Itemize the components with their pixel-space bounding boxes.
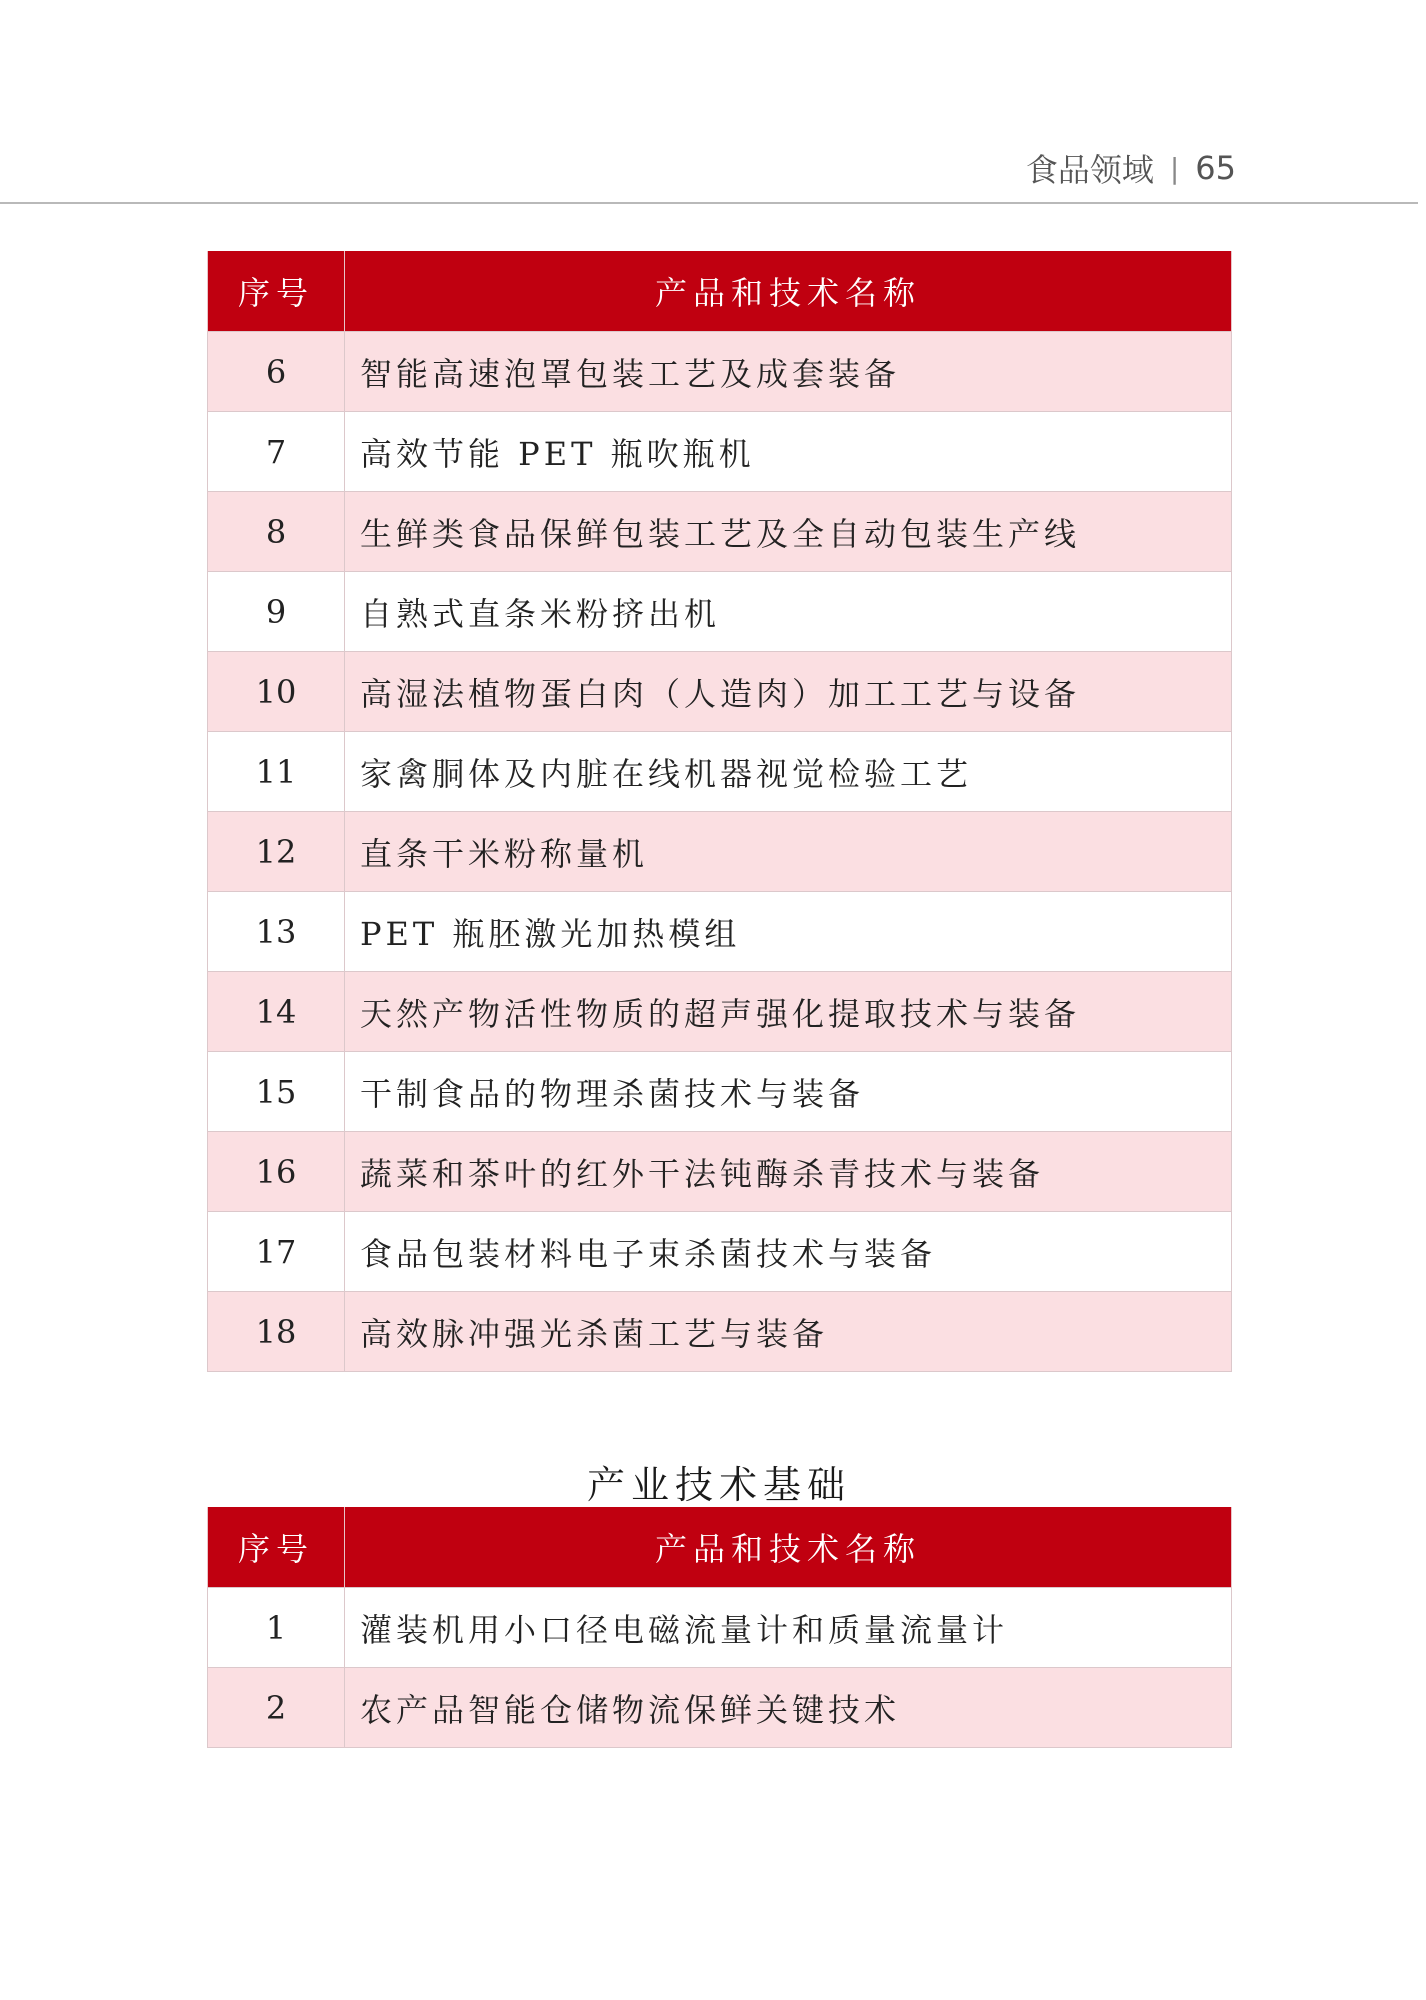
table-row bbox=[208, 1588, 1232, 1668]
table-row bbox=[208, 892, 1232, 972]
row-name: 家禽胴体及内脏在线机器视觉检验工艺 bbox=[345, 732, 1232, 812]
product-table-2 bbox=[207, 1507, 1232, 1748]
row-number: 17 bbox=[208, 1212, 345, 1292]
row-name: PET 瓶胚激光加热模组 bbox=[345, 892, 1232, 972]
row-name: 蔬菜和茶叶的红外干法钝酶杀青技术与装备 bbox=[345, 1132, 1232, 1212]
row-number: 13 bbox=[208, 892, 345, 972]
table-row bbox=[208, 572, 1232, 652]
table-row bbox=[208, 652, 1232, 732]
row-name: 农产品智能仓储物流保鲜关键技术 bbox=[345, 1668, 1232, 1748]
row-name: 高效节能 PET 瓶吹瓶机 bbox=[345, 412, 1232, 492]
table-row bbox=[208, 1052, 1232, 1132]
table-row bbox=[208, 1132, 1232, 1212]
row-number: 16 bbox=[208, 1132, 345, 1212]
row-number: 15 bbox=[208, 1052, 345, 1132]
running-header bbox=[1026, 142, 1236, 194]
header-section-name: 食品领域 bbox=[1025, 151, 1154, 189]
row-number: 10 bbox=[208, 652, 345, 732]
table-row bbox=[208, 812, 1232, 892]
column-header-name: 产品和技术名称 bbox=[345, 251, 1232, 332]
table-header-row bbox=[208, 251, 1232, 332]
table-row bbox=[208, 1292, 1232, 1372]
column-header-number: 序号 bbox=[208, 251, 345, 332]
row-number: 6 bbox=[208, 332, 345, 412]
table-row bbox=[208, 332, 1232, 412]
product-table-1 bbox=[207, 251, 1232, 1372]
row-number: 12 bbox=[208, 812, 345, 892]
row-name: 灌装机用小口径电磁流量计和质量流量计 bbox=[345, 1588, 1232, 1668]
table-header-row bbox=[208, 1507, 1232, 1588]
header-separator: | bbox=[1169, 151, 1180, 185]
row-name: 食品包装材料电子束杀菌技术与装备 bbox=[345, 1212, 1232, 1292]
table-row bbox=[208, 732, 1232, 812]
row-name: 天然产物活性物质的超声强化提取技术与装备 bbox=[345, 972, 1232, 1052]
row-name: 智能高速泡罩包装工艺及成套装备 bbox=[345, 332, 1232, 412]
table-row bbox=[208, 412, 1232, 492]
row-number: 9 bbox=[208, 572, 345, 652]
row-number: 11 bbox=[208, 732, 345, 812]
row-name: 自熟式直条米粉挤出机 bbox=[345, 572, 1232, 652]
table-row bbox=[208, 492, 1232, 572]
row-name: 干制食品的物理杀菌技术与装备 bbox=[345, 1052, 1232, 1132]
row-name: 直条干米粉称量机 bbox=[345, 812, 1232, 892]
row-number: 7 bbox=[208, 412, 345, 492]
row-number: 14 bbox=[208, 972, 345, 1052]
row-name: 高效脉冲强光杀菌工艺与装备 bbox=[345, 1292, 1232, 1372]
row-number: 18 bbox=[208, 1292, 345, 1372]
row-number: 2 bbox=[208, 1668, 345, 1748]
table-row bbox=[208, 1212, 1232, 1292]
table-row bbox=[208, 1668, 1232, 1748]
table-row bbox=[208, 972, 1232, 1052]
row-number: 8 bbox=[208, 492, 345, 572]
column-header-name: 产品和技术名称 bbox=[345, 1507, 1232, 1588]
header-rule bbox=[0, 202, 1418, 204]
page-number: 65 bbox=[1195, 149, 1236, 187]
column-header-number: 序号 bbox=[208, 1507, 345, 1588]
row-name: 高湿法植物蛋白肉（人造肉）加工工艺与设备 bbox=[345, 652, 1232, 732]
section-title: 产业技术基础 bbox=[586, 1463, 851, 1507]
row-number: 1 bbox=[208, 1588, 345, 1668]
row-name: 生鲜类食品保鲜包装工艺及全自动包装生产线 bbox=[345, 492, 1232, 572]
